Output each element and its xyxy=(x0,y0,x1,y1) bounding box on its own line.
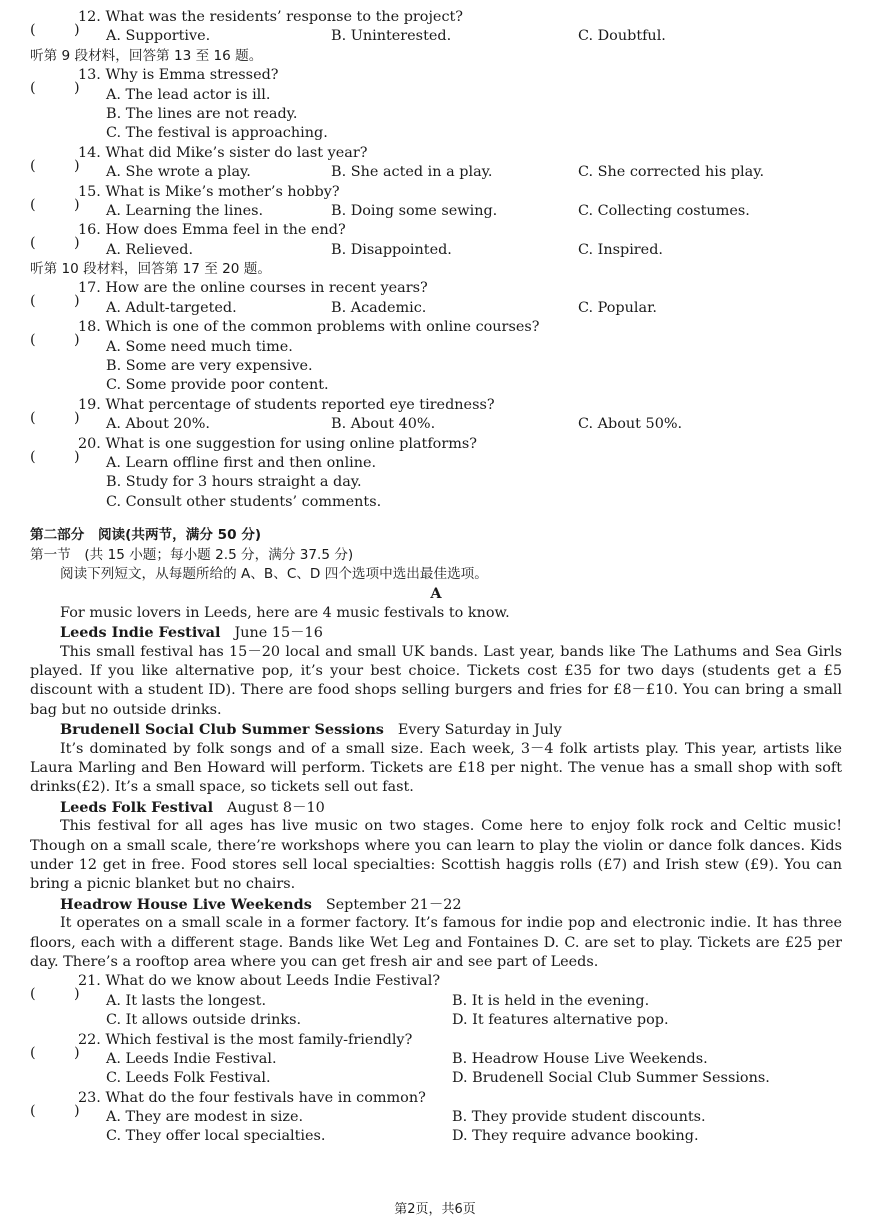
answer-paren-right: ) xyxy=(74,80,80,97)
option-a: A. It lasts the longest. xyxy=(106,992,267,1009)
answer-paren-right: ) xyxy=(74,332,80,349)
festival-name: Leeds Indie Festival xyxy=(60,624,221,642)
options-13-b xyxy=(30,105,842,124)
options-18-b xyxy=(30,357,842,376)
option-c: C. The festival is approaching. xyxy=(106,125,328,142)
reading-instruction: 阅读下列短文，从每题所给的 A、B、C、D 四个选项中选出最佳选项。 xyxy=(60,565,488,582)
answer-paren-left: ( xyxy=(30,1102,36,1119)
option-b: B. Headrow House Live Weekends. xyxy=(452,1050,708,1067)
answer-paren-right: ) xyxy=(74,157,80,174)
option-b: B. It is held in the evening. xyxy=(452,992,650,1009)
festival-name: Headrow House Live Weekends xyxy=(60,895,312,913)
option-b: B. Uninterested. xyxy=(331,28,452,45)
option-c: C. Collecting costumes. xyxy=(578,202,750,219)
question-text: 13. Why is Emma stressed? xyxy=(78,67,279,84)
part-title: 第二部分 阅读(共两节，满分 50 分) xyxy=(30,527,262,544)
option-b: B. They provide student discounts. xyxy=(452,1109,706,1126)
section-title: 第一节 (共 15 小题；每小题 2.5 分，满分 37.5 分) xyxy=(30,546,354,563)
options-15 xyxy=(30,202,842,221)
option-d: D. They require advance booking. xyxy=(452,1128,699,1145)
festival-heading xyxy=(30,895,842,914)
options-21-ab xyxy=(30,992,842,1011)
passage-intro: For music lovers in Leeds, here are 4 music festivals to know. xyxy=(60,604,510,621)
option-c: C. She corrected his play. xyxy=(578,164,765,181)
answer-paren-right: ) xyxy=(74,1044,80,1061)
answer-paren-left: ( xyxy=(30,409,36,426)
option-c: C. Some provide poor content. xyxy=(106,377,329,394)
options-13-c xyxy=(30,124,842,143)
option-a: A. Relieved. xyxy=(106,241,194,258)
festival-description: It operates on a small scale in a former factory. It’s famous for indie pop and electronic indie. It has three floors, each with a different stage. Bands like Wet Leg and Fontaines D. C. are set to play. Tickets are £25 per day. There’s a rooftop area where you can get fresh air and see part of Leeds. xyxy=(30,915,842,970)
option-c: C. About 50%. xyxy=(578,416,683,433)
options-21-cd xyxy=(30,1011,842,1030)
option-c: C. Consult other students’ comments. xyxy=(106,493,382,510)
instruction-passage-9: 听第 9 段材料，回答第 13 至 16 题。 xyxy=(30,47,263,64)
option-d: D. It features alternative pop. xyxy=(452,1012,669,1029)
options-20-a xyxy=(30,454,842,473)
option-c: C. Doubtful. xyxy=(578,28,666,45)
answer-paren-right: ) xyxy=(74,409,80,426)
option-c: C. They offer local specialties. xyxy=(106,1128,326,1145)
option-b: B. About 40%. xyxy=(331,416,436,433)
option-a: A. Adult-targeted. xyxy=(106,299,237,316)
festival-date: August 8－10 xyxy=(227,799,325,816)
answer-paren-left: ( xyxy=(30,332,36,349)
festival-date: Every Saturday in July xyxy=(397,722,562,739)
options-17 xyxy=(30,299,842,318)
festival-description: This festival for all ages has live music on two stages. Come here to enjoy folk rock and Celtic music! Though on a small scale, there’re workshops where you can learn to play the violin or dance folk dances. Kids under 12 get in free. Food stores sell local specialties: Scottish haggis rolls (£7) and Irish stew (£9). You can bring a picnic blanket but no chairs. xyxy=(30,818,842,893)
option-b: B. Academic. xyxy=(331,299,427,316)
option-a: A. They are modest in size. xyxy=(106,1109,304,1126)
question-text: 16. How does Emma feel in the end? xyxy=(78,222,346,239)
options-12 xyxy=(30,27,842,46)
festival-date: June 15－16 xyxy=(234,625,323,642)
option-a: A. Some need much time. xyxy=(106,338,293,355)
question-text: 22. Which festival is the most family-friendly? xyxy=(78,1031,413,1048)
question-text: 15. What is Mike’s mother’s hobby? xyxy=(78,183,340,200)
answer-paren-left: ( xyxy=(30,196,36,213)
instruction-passage-10: 听第 10 段材料，回答第 17 至 20 题。 xyxy=(30,261,271,278)
festival-description: This small festival has 15－20 local and small UK bands. Last year, bands like The Lathums and Sea Girls played. If you like alternative pop, it’s your best choice. Tickets cost £35 for two days (students get a £5 discount with a student ID). There are food shops selling burgers and fries for £8－£10. You can bring a small bag but no outside drinks. xyxy=(30,643,842,718)
options-22-ab xyxy=(30,1050,842,1069)
option-b: B. She acted in a play. xyxy=(331,164,493,181)
option-b: B. Disappointed. xyxy=(331,241,452,258)
options-13-a xyxy=(30,86,842,105)
answer-paren-left: ( xyxy=(30,235,36,252)
spacer xyxy=(30,512,842,526)
question-text: 20. What is one suggestion for using online platforms? xyxy=(78,435,477,452)
option-a: A. She wrote a play. xyxy=(106,164,251,181)
option-a: A. Learn offline first and then online. xyxy=(106,454,377,471)
answer-paren-left: ( xyxy=(30,157,36,174)
passage-label: A xyxy=(430,585,442,603)
question-text: 14. What did Mike’s sister do last year? xyxy=(78,144,368,161)
question-text: 18. Which is one of the common problems with online courses? xyxy=(78,319,540,336)
option-b: B. Study for 3 hours straight a day. xyxy=(106,474,362,491)
festival-heading xyxy=(30,720,842,739)
option-b: B. The lines are not ready. xyxy=(106,105,298,122)
answer-paren-left: ( xyxy=(30,448,36,465)
festival-heading xyxy=(30,798,842,817)
option-a: A. About 20%. xyxy=(106,416,210,433)
option-a: A. Learning the lines. xyxy=(106,202,264,219)
answer-paren-right: ) xyxy=(74,448,80,465)
festival-name: Leeds Folk Festival xyxy=(60,798,214,816)
answer-paren-left: ( xyxy=(30,1044,36,1061)
options-19 xyxy=(30,415,842,434)
options-23-cd xyxy=(30,1127,842,1146)
question-text: 19. What percentage of students reported eye tiredness? xyxy=(78,396,495,413)
answer-paren-left: ( xyxy=(30,986,36,1003)
options-20-c xyxy=(30,493,842,512)
option-c: C. Popular. xyxy=(578,299,657,316)
answer-paren-left: ( xyxy=(30,293,36,310)
answer-paren-left: ( xyxy=(30,80,36,97)
festival-name: Brudenell Social Club Summer Sessions xyxy=(60,721,384,739)
answer-paren-right: ) xyxy=(74,293,80,310)
festival-date: September 21－22 xyxy=(325,896,462,913)
question-text: 23. What do the four festivals have in common? xyxy=(78,1089,426,1106)
options-20-b xyxy=(30,473,842,492)
option-a: A. The lead actor is ill. xyxy=(106,86,271,103)
option-b: B. Some are very expensive. xyxy=(106,358,313,375)
option-a: A. Leeds Indie Festival. xyxy=(106,1050,277,1067)
options-16 xyxy=(30,241,842,260)
answer-paren-right: ) xyxy=(74,196,80,213)
page-number: 第2页，共6页 xyxy=(394,1202,476,1217)
question-text: 21. What do we know about Leeds Indie Festival? xyxy=(78,973,441,990)
question-text: 12. What was the residents’ response to the project? xyxy=(78,9,464,25)
exam-page xyxy=(30,8,842,1147)
options-14 xyxy=(30,163,842,182)
answer-paren-right: ) xyxy=(74,986,80,1003)
option-a: A. Supportive. xyxy=(106,28,211,45)
question-text: 17. How are the online courses in recent years? xyxy=(78,280,428,297)
answer-paren-right: ) xyxy=(74,1102,80,1119)
answer-paren-right: ) xyxy=(74,22,80,38)
options-23-ab xyxy=(30,1108,842,1127)
option-b: B. Doing some sewing. xyxy=(331,202,498,219)
option-c: C. Inspired. xyxy=(578,241,663,258)
answer-paren-left: ( xyxy=(30,22,36,38)
options-22-cd xyxy=(30,1069,842,1088)
festival-heading xyxy=(30,623,842,642)
answer-paren-right: ) xyxy=(74,235,80,252)
option-c: C. Leeds Folk Festival. xyxy=(106,1070,271,1087)
festival-description: It’s dominated by folk songs and of a small size. Each week, 3－4 folk artists play. This year, artists like Laura Marling and Ben Howard will perform. Tickets are £18 per night. The venue has a small shop with soft drinks(£2). It’s a small space, so tickets sell out fast. xyxy=(30,740,842,796)
option-d: D. Brudenell Social Club Summer Sessions. xyxy=(452,1070,770,1087)
options-18-c xyxy=(30,376,842,395)
option-c: C. It allows outside drinks. xyxy=(106,1012,302,1029)
options-18-a xyxy=(30,338,842,357)
